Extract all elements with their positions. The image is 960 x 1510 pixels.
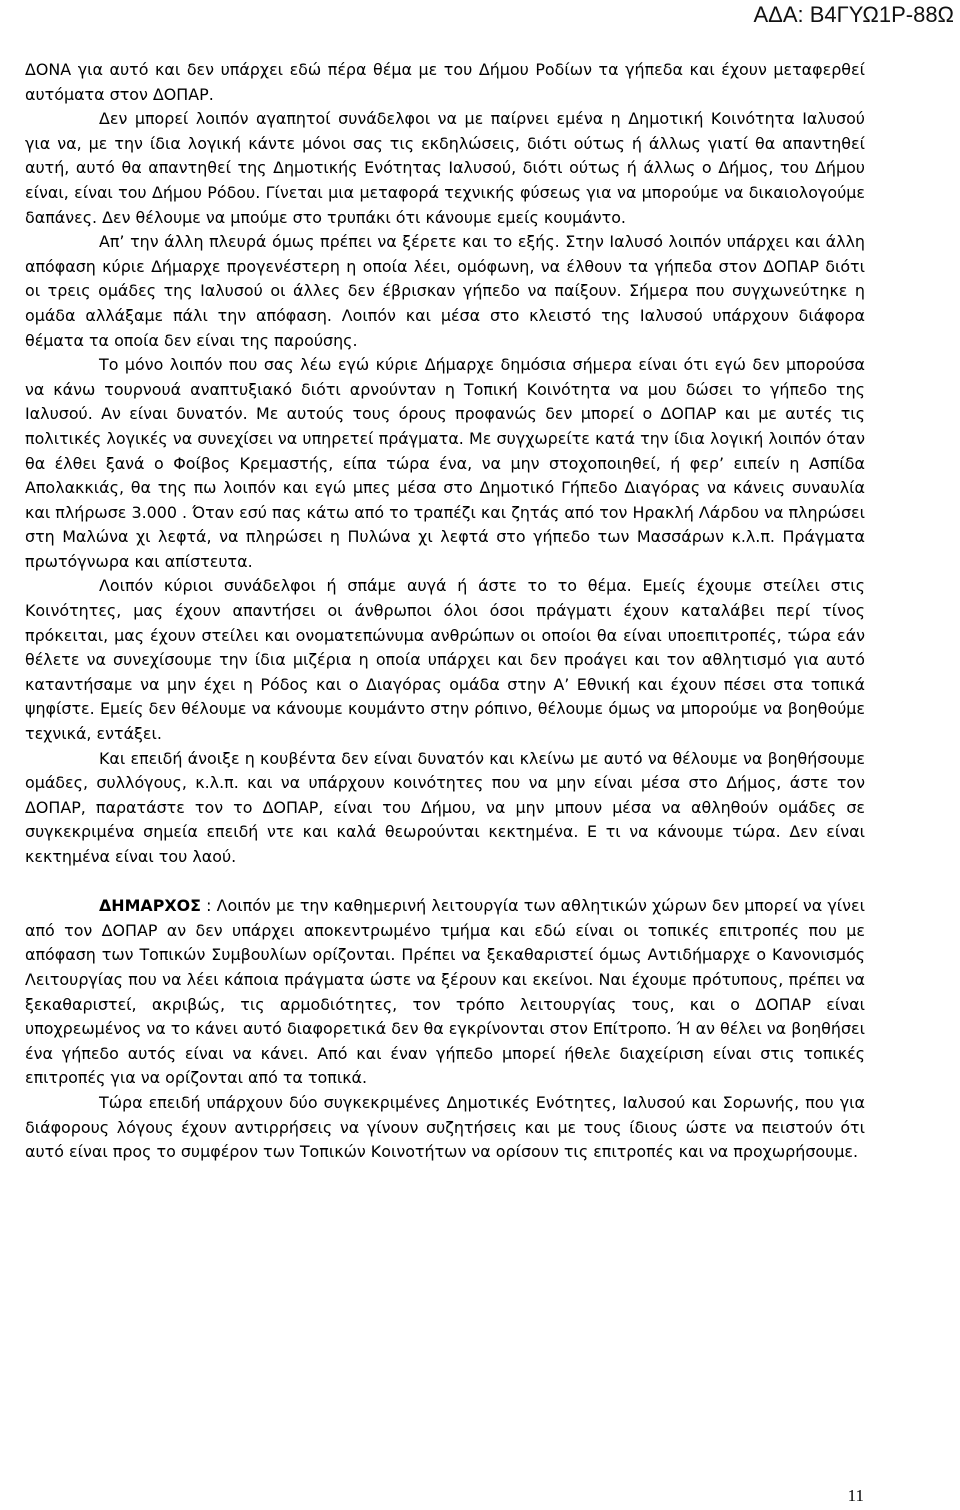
speaker-paragraph: [25, 894, 865, 1091]
speaker-name: ΔΗΜΑΡΧΟΣ: [99, 896, 201, 916]
paragraph-8: Τώρα επειδή υπάρχουν δύο συγκεκριμένες Δημοτικές Ενότητες, Ιαλυσού και Σορωνής, που για διάφορους λόγους έχουν αντιρρήσεις να γίνουν συζητήσεις και με τους ίδιους ώστε να πειστούν ότι αυτό είναι προς το συμφέρον των Τοπικών Κοινοτήτων να ορίσουν τις επιτροπές και να προχωρήσουμε.: [25, 1092, 865, 1162]
speaker-separator: :: [200, 896, 217, 916]
document-body: [25, 58, 865, 1165]
paragraph-5: Λοιπόν κύριοι συνάδελφοι ή σπάμε αυγά ή άστε το το θέμα. Εμείς έχουμε στείλει στις Κοινότητες, μας έχουν απαντήσει οι άνθρωποι όλοι όσοι πράγματι έχουν καταλάβει περί τίνος πρόκειται, μας έχουν στείλει και ονοματεπώνυμα ανθρώπων οι οποίοι θα είναι υποεπιτροπές, τώρα εάν θέλετε να συνεχίσουμε την ίδια μιζέρια η οποία υπάρχει και δεν προάγει και τον αθλητισμό για αυτό καταντήσαμε να μην έχει η Ρόδος και ο Διαγόρας ομάδα στην Α’ Εθνική και έχουν πέσει στα τοπικά ψηφίστε. Εμείς δεν θέλουμε να κάνουμε κουμάντο στην ρόπινο, θέλουμε όμως να μπορούμε να βοηθούμε τεχνικά, εντάξει.: [25, 576, 865, 744]
paragraph-2: Δεν μπορεί λοιπόν αγαπητοί συνάδελφοι να με παίρνει εμένα η Δημοτική Κοινότητα Ιαλυσού για να, με την ίδια λογική κάντε μόνοι σας τις εκδηλώσεις, διότι ούτως ή άλλως γιατί θα απαντηθεί αυτή, αυτό θα απαντηθεί της Δημοτικής Ενότητας Ιαλυσού, διότι ούτως ή άλλως ο Δήμος, του Δήμου είναι, είναι του Δήμου Ρόδου. Γίνεται μια μεταφορά τεχνικής φύσεως για να μπορούμε να δικαιολογούμε δαπάνες. Δεν θέλουμε να μπούμε στο τρυπάκι ότι κάνουμε εμείς κουμάντο.: [25, 109, 865, 227]
page-number: 11: [847, 1486, 864, 1505]
document-code: ΑΔΑ: Β4ΓΥΩ1Ρ-88Ω: [753, 2, 954, 27]
speaker-text-1: Λοιπόν με την καθημερινή λειτουργία των αθλητικών χώρων δεν μπορεί να γίνει από τον ΔΟΠΑΡ αν δεν υπάρχει αποκεντρωμένο τμήμα και εδώ είναι οι τοπικές επιτροπές που με απόφαση των Τοπικών Συμβουλίων ορίζονται. Πρέπει να ξεκαθαριστεί όμως Αντιδήμαρχε ο Κανονισμός Λειτουργίας που να λέει κάποια πράγματα ώστε να ξέρουν και εκείνοι. Ναι έχουμε πρότυπους, πρέπει να ξεκαθαριστεί, ακριβώς, τις αρμοδιότητες, τον τρόπο λειτουργίας τους, και ο ΔΟΠΑΡ είναι υποχρεωμένος να το κάνει αυτό διαφορετικά δεν θα εγκρίνονται στον Επίτροπο. Ή αν θέλει να βοηθήσει ένα γήπεδο αυτός είναι να κάνει. Από και έναν γήπεδο μπορεί ήθελε διαχείριση είναι στις τοπικές επιτροπές για να ορίζονται από τα τοπικά.: [25, 896, 866, 1088]
paragraph-3: Απ’ την άλλη πλευρά όμως πρέπει να ξέρετε και το εξής. Στην Ιαλυσό λοιπόν υπάρχει και άλλη απόφαση κύριε Δήμαρχε προγενέστερη η οποία λέει, ομόφωνη, να έλθουν τα γήπεδα στον ΔΟΠΑΡ διότι οι τρεις ομάδες της Ιαλυσού οι άλλες δεν έβρισκαν γήπεδο να παίξουν. Σήμερα που συγχωνεύτηκε η ομάδα αλλάξαμε πάλι την απόφαση. Λοιπόν και μέσα στο κλειστό της Ιαλυσού υπάρχουν διάφορα θέματα τα οποία δεν είναι της παρούσης.: [25, 232, 865, 350]
paragraph-4: Το μόνο λοιπόν που σας λέω εγώ κύριε Δήμαρχε δημόσια σήμερα είναι ότι εγώ δεν μπορούσα να κάνω τουρνουά αναπτυξιακό διότι αρνούνταν η Τοπική Κοινότητα να μου δώσει το γήπεδο της Ιαλυσού. Αν είναι δυνατόν. Με αυτούς τους όρους προφανώς δεν μπορεί ο ΔΟΠΑΡ και με αυτές τις πολιτικές λογικές να συνεχίσει να υπηρετεί πράγματα. Με συγχωρείτε κατά την ίδια λογική λοιπόν όταν θα έλθει ξανά ο Φοίβος Κρεμαστής, είπα τώρα ένα, να μην στοχοποιηθεί, ή φερ’ ειπείν η Ασπίδα Απολακκιάς, θα της πω λοιπόν και εγώ μπες μέσα στο Δημοτικό Γήπεδο Διαγόρας να κάνεις συναυλία και πλήρωσε 3.000 . Όταν εσύ πας κάτω από το τραπέζι και ζητάς από τον Ηρακλή Λάρδου να πληρώσει στη Μαλώνα χι λεφτά, να πληρώσει η Πυλώνα χι λεφτά στο γήπεδο των Μασσάρων κ.λ.π. Πράγματα πρωτόγνωρα και απίστευτα.: [25, 355, 865, 571]
paragraph-1: ΔΟΝΑ για αυτό και δεν υπάρχει εδώ πέρα θέμα με του Δήμου Ροδίων τα γήπεδα και έχουν μεταφερθεί αυτόματα στον ΔΟΠΑΡ.: [25, 60, 865, 104]
paragraph-6: Και επειδή άνοιξε η κουβέντα δεν είναι δυνατόν και κλείνω με αυτό να θέλουμε να βοηθήσουμε ομάδες, συλλόγους, κ.λ.π. και να υπάρχουν κοινότητες που να μην είναι μέσα στο Δήμος, άστε τον ΔΟΠΑΡ, παρατάστε τον το ΔΟΠΑΡ, είναι του Δήμου, να μην μπουν μέσα να αθληθούν ομάδες σε συγκεκριμένα σημεία επειδή ντε και καλά θεωρούνται κεκτημένα. Ε τι να κάνουμε τώρα. Δεν είναι κεκτημένα είναι του λαού.: [25, 748, 865, 866]
